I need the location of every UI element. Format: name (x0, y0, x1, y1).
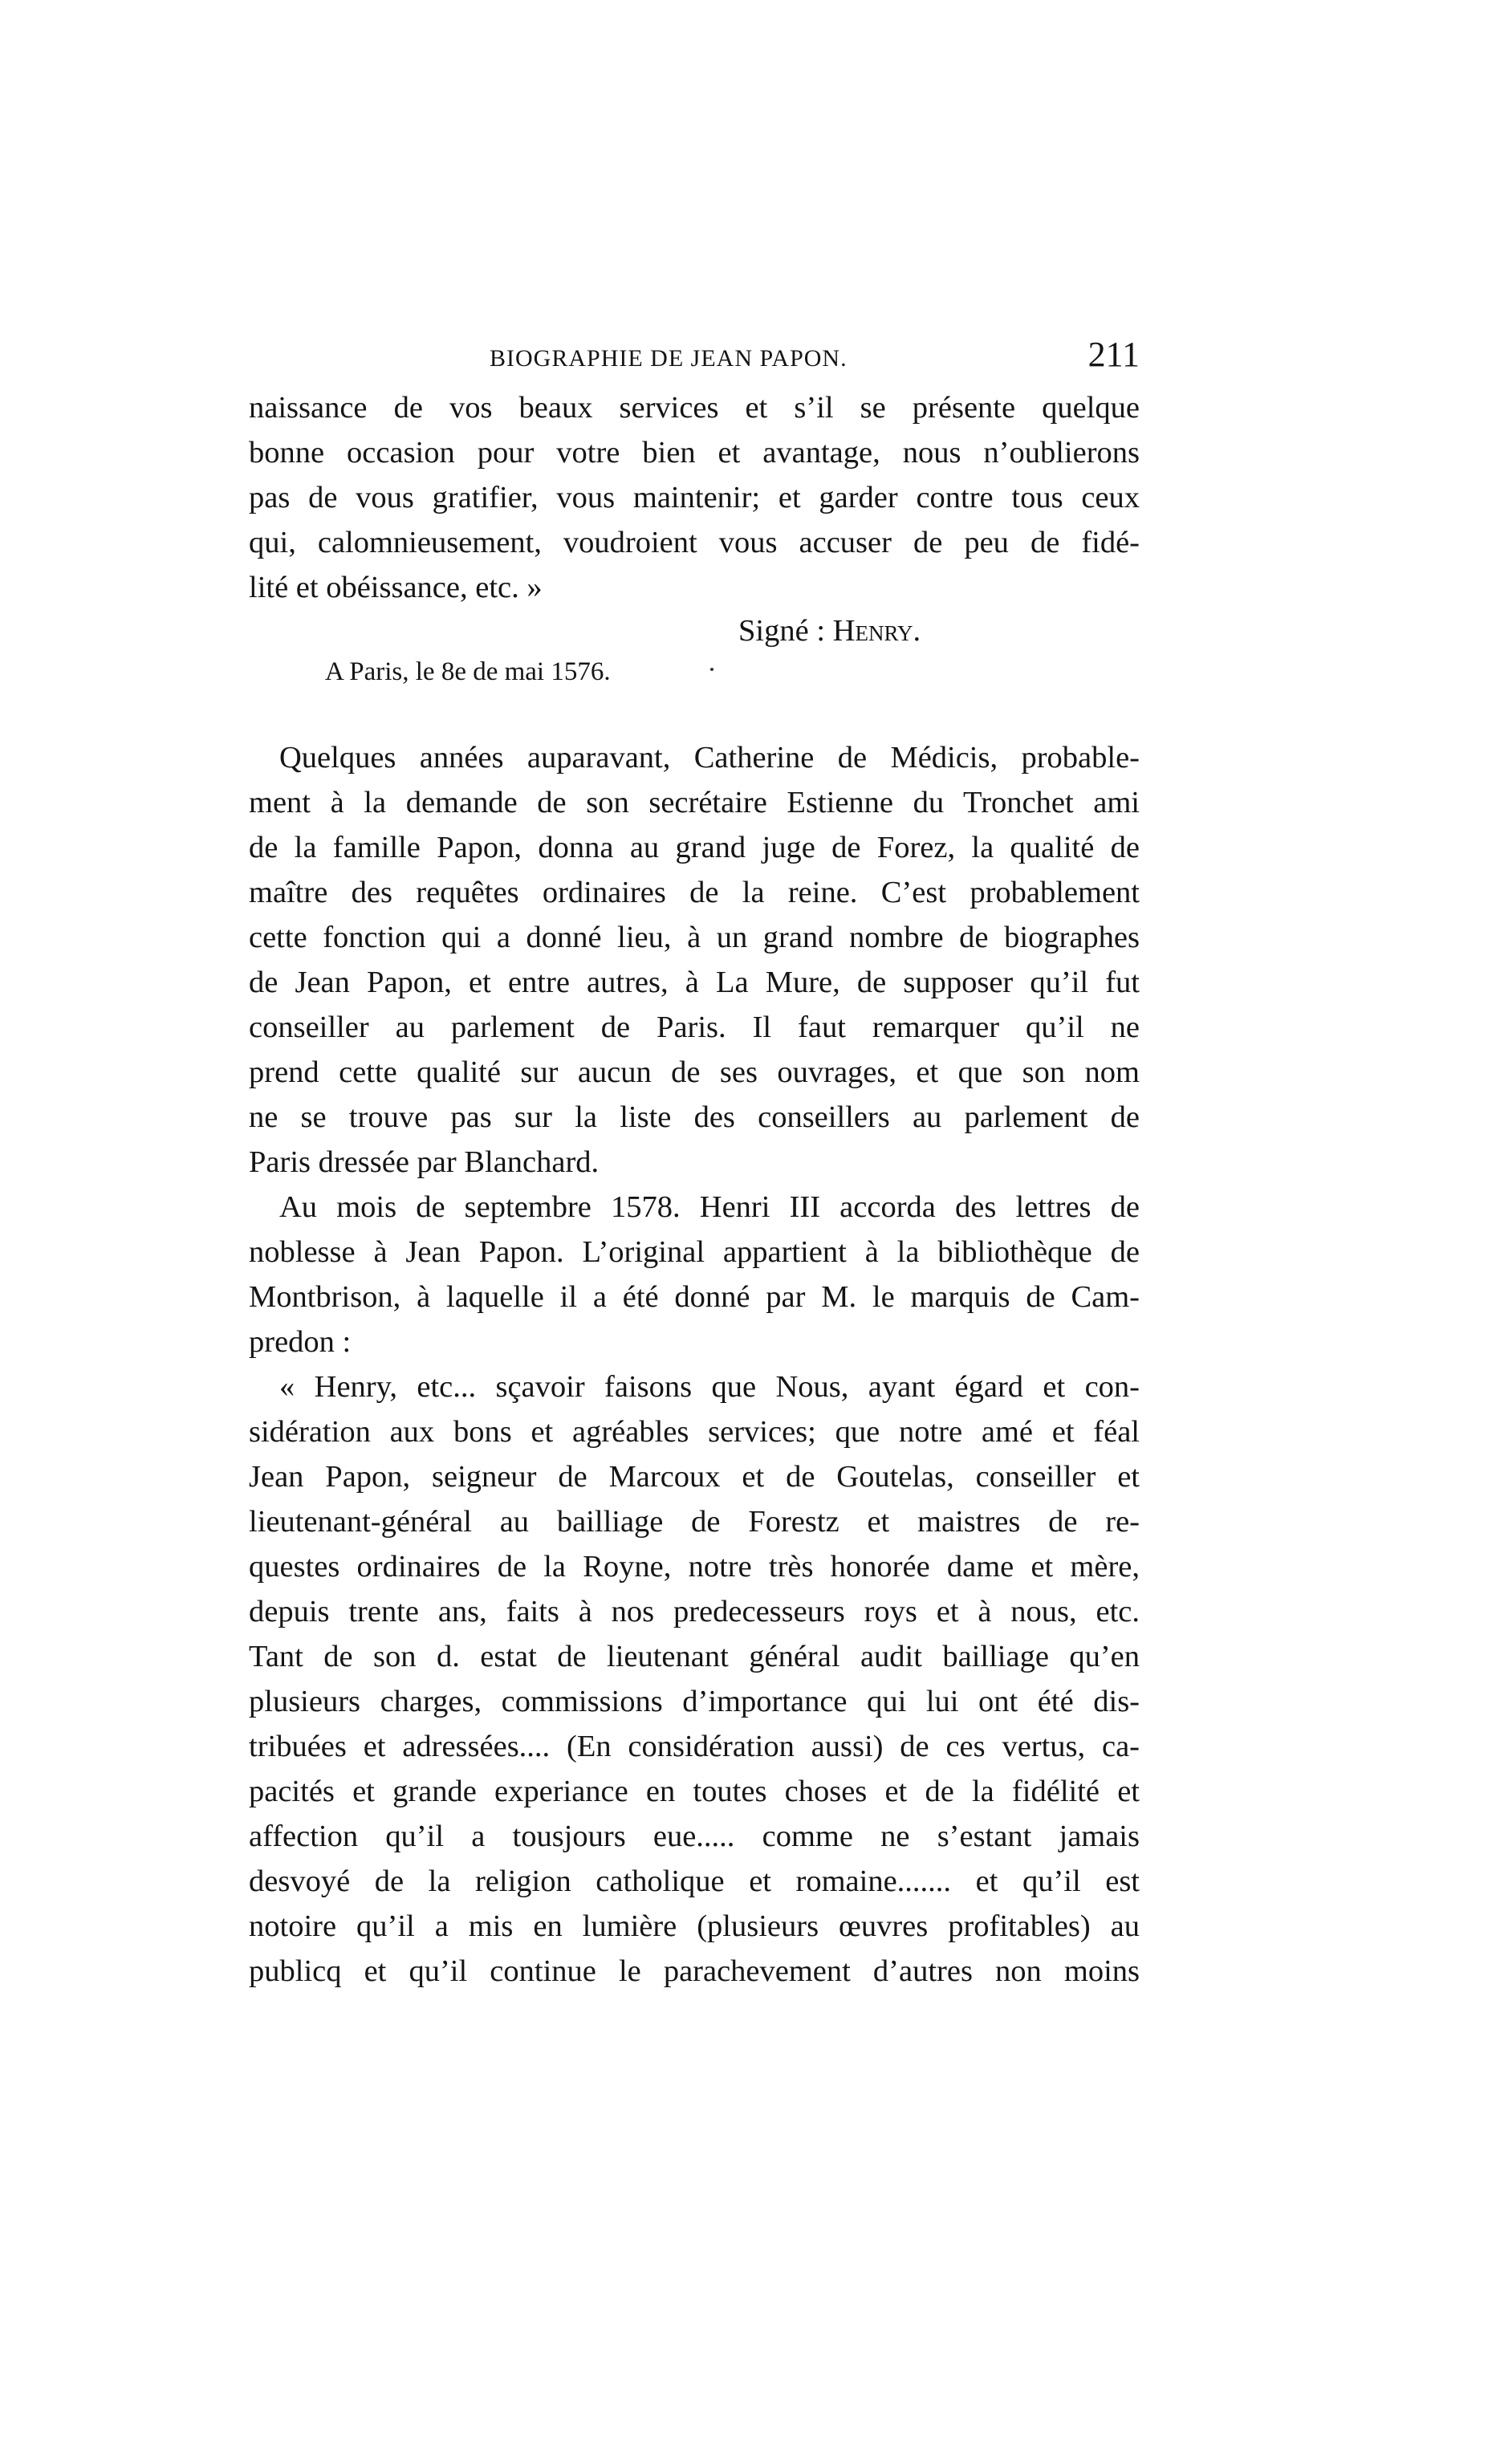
text-line: conseiller au parlement de Paris. Il faut remarquer qu’il ne (249, 1010, 1140, 1044)
text-line: Jean Papon, seigneur de Marcoux et de Goutelas, conseiller et (249, 1460, 1140, 1494)
text-line: questes ordinaires de la Royne, notre très honorée dame et mère, (249, 1550, 1140, 1584)
text-line: Paris dressée par Blanchard. (249, 1145, 600, 1179)
signature (738, 608, 921, 653)
text-line: Au mois de septembre 1578. Henri III accorda des lettres de (279, 1190, 1140, 1224)
text-line: Montbrison, à laquelle il a été donné par M. le marquis de Cam- (249, 1280, 1140, 1314)
text-line: pacités et grande experiance en toutes choses et de la fidélité et (249, 1775, 1140, 1808)
text-line: noblesse à Jean Papon. L’original appartient à la bibliothèque de (249, 1235, 1140, 1269)
text-line: prend cette qualité sur aucun de ses ouvrages, et que son nom (249, 1055, 1140, 1089)
text-line: de la famille Papon, donna au grand juge de Forez, la qualité de (249, 831, 1140, 864)
text-line: Tant de son d. estat de lieutenant général audit bailliage qu’en (249, 1640, 1140, 1673)
text-line: ne se trouve pas sur la liste des conseillers au parlement de (249, 1100, 1140, 1134)
text-line: maître des requêtes ordinaires de la reine. C’est probablement (249, 876, 1140, 909)
text-line: predon : (249, 1325, 352, 1359)
text-line: tribuées et adressées.... (En considération aussi) de ces vertus, ca- (249, 1730, 1140, 1763)
dateline: A Paris, le 8e de mai 1576. (325, 657, 611, 686)
text-line: Quelques années auparavant, Catherine de Médicis, probable- (279, 741, 1140, 775)
text-line: depuis trente ans, faits à nos predecesseurs roys et à nous, etc. (249, 1595, 1140, 1628)
text-line: plusieurs charges, commissions d’importance qui lui ont été dis- (249, 1685, 1140, 1718)
text-line: de Jean Papon, et entre autres, à La Mure, de supposer qu’il fut (249, 966, 1140, 999)
running-title: BIOGRAPHIE DE JEAN PAPON. (490, 345, 848, 372)
text-line: publicq et qu’il continue le parachevement d’autres non moins (249, 1954, 1140, 1988)
print-speck (710, 668, 713, 671)
text-line: ment à la demande de son secrétaire Estienne du Tronchet ami (249, 786, 1140, 819)
signature-name: Henry. (832, 614, 921, 648)
text-line: lité et obéissance, etc. » (249, 571, 543, 604)
text-line: desvoyé de la religion catholique et romaine....... et qu’il est (249, 1864, 1140, 1898)
text-line: « Henry, etc... sçavoir faisons que Nous, ayant égard et con- (279, 1370, 1140, 1404)
signature-prefix: Signé : (738, 614, 833, 648)
text-line: sidération aux bons et agréables services; que notre amé et féal (249, 1415, 1140, 1449)
text-line: qui, calomnieusement, voudroient vous accuser de peu de fidé- (249, 526, 1140, 559)
text-line: affection qu’il a tousjours eue..... comme ne s’estant jamais (249, 1820, 1140, 1853)
page-number: 211 (1087, 335, 1140, 374)
text-line: naissance de vos beaux services et s’il se présente quelque (249, 391, 1140, 425)
text-line: notoire qu’il a mis en lumière (plusieurs œuvres profitables) au (249, 1909, 1140, 1943)
text-line: cette fonction qui a donné lieu, à un grand nombre de biographes (249, 921, 1140, 954)
text-line: pas de vous gratifier, vous maintenir; et garder contre tous ceux (249, 481, 1140, 514)
running-head (249, 334, 1140, 382)
text-line: bonne occasion pour votre bien et avantage, nous n’oublierons (249, 436, 1140, 470)
text-line: lieutenant-général au bailliage de Forestz et maistres de re- (249, 1505, 1140, 1539)
